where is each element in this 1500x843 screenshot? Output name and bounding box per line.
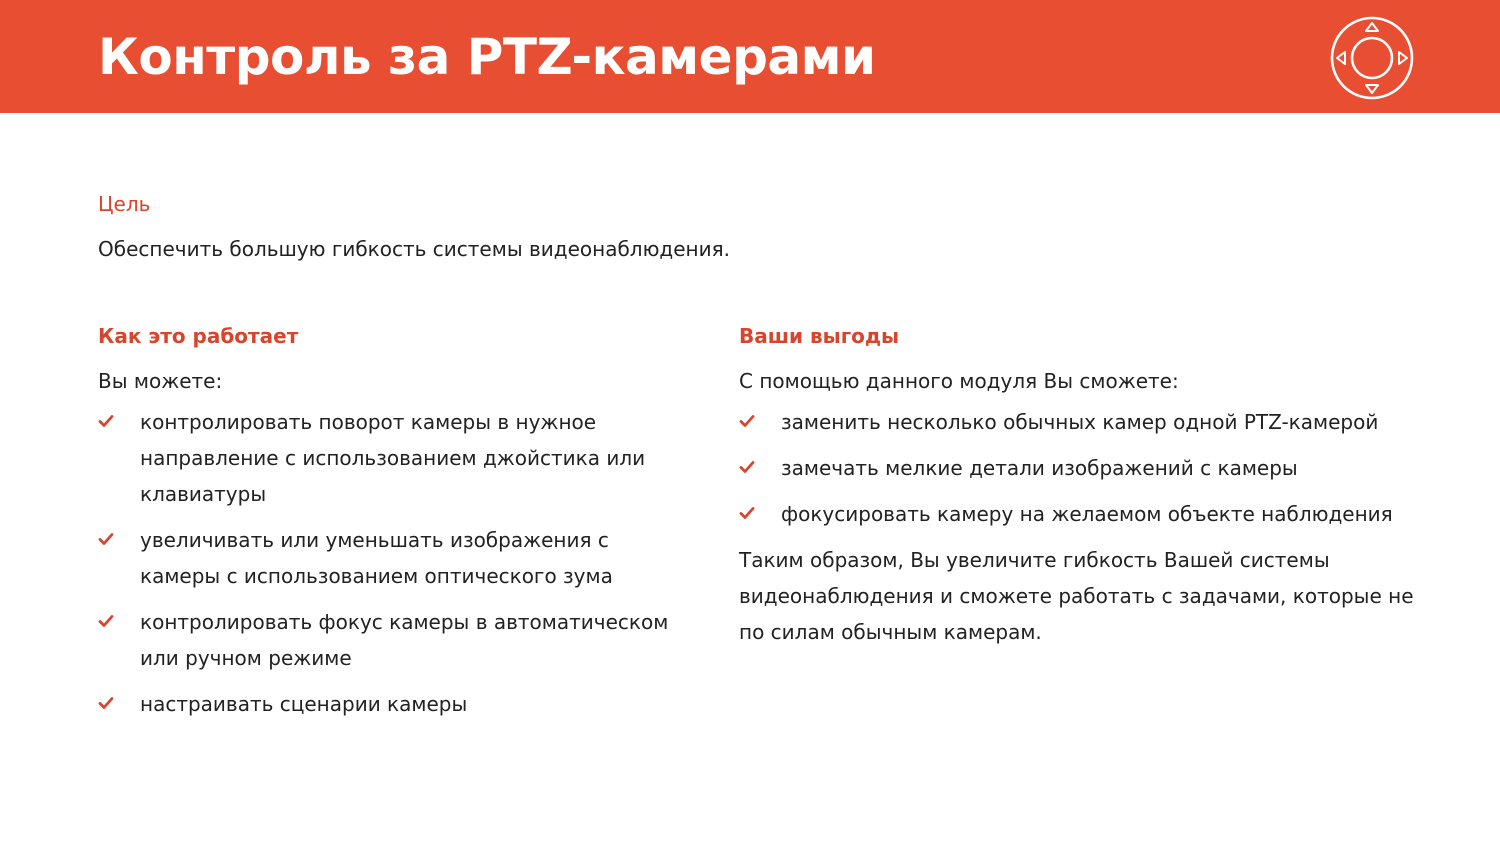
how-it-works-heading: Как это работает [98, 324, 299, 348]
benefits-list [739, 404, 1419, 532]
list-item [98, 404, 688, 512]
list-item [98, 686, 688, 722]
list-item-text: контролировать поворот камеры в нужное направление с использованием джойстика или клавиатуры [140, 410, 646, 506]
checkmark-icon [98, 413, 114, 429]
list-item-text: увеличивать или уменьшать изображения с камеры с использованием оптического зума [140, 528, 613, 588]
checkmark-icon [98, 531, 114, 547]
list-item-text: контролировать фокус камеры в автоматическом или ручном режиме [140, 610, 669, 670]
list-item-text: замечать мелкие детали изображений с камеры [781, 456, 1298, 480]
page-title: Контроль за PTZ-камерами [98, 28, 876, 86]
benefits-summary: Таким образом, Вы увеличите гибкость Вашей системы видеонаблюдения и сможете работать с задачами, которые не по силам обычным камерам. [739, 548, 1414, 644]
ptz-joystick-icon [1329, 15, 1415, 101]
list-item-text: заменить несколько обычных камер одной PTZ-камерой [781, 410, 1379, 434]
list-item-text: настраивать сценарии камеры [140, 692, 468, 716]
how-it-works-list [98, 404, 688, 722]
list-item [739, 404, 1419, 440]
checkmark-icon [739, 505, 755, 521]
benefits-intro: С помощью данного модуля Вы сможете: [739, 369, 1179, 393]
checkmark-icon [98, 613, 114, 629]
list-item [739, 450, 1419, 486]
benefits-section [739, 322, 1419, 650]
list-item-text: фокусировать камеру на желаемом объекте наблюдения [781, 502, 1393, 526]
goal-text: Обеспечить большую гибкость системы видеонаблюдения. [98, 237, 731, 261]
checkmark-icon [98, 695, 114, 711]
checkmark-icon [739, 413, 755, 429]
list-item [98, 604, 688, 676]
how-it-works-section [98, 322, 688, 732]
header-bar [0, 0, 1500, 113]
list-item [98, 522, 688, 594]
goal-label: Цель [98, 192, 151, 216]
checkmark-icon [739, 459, 755, 475]
benefits-heading: Ваши выгоды [739, 324, 900, 348]
how-it-works-intro: Вы можете: [98, 369, 223, 393]
list-item [739, 496, 1419, 532]
